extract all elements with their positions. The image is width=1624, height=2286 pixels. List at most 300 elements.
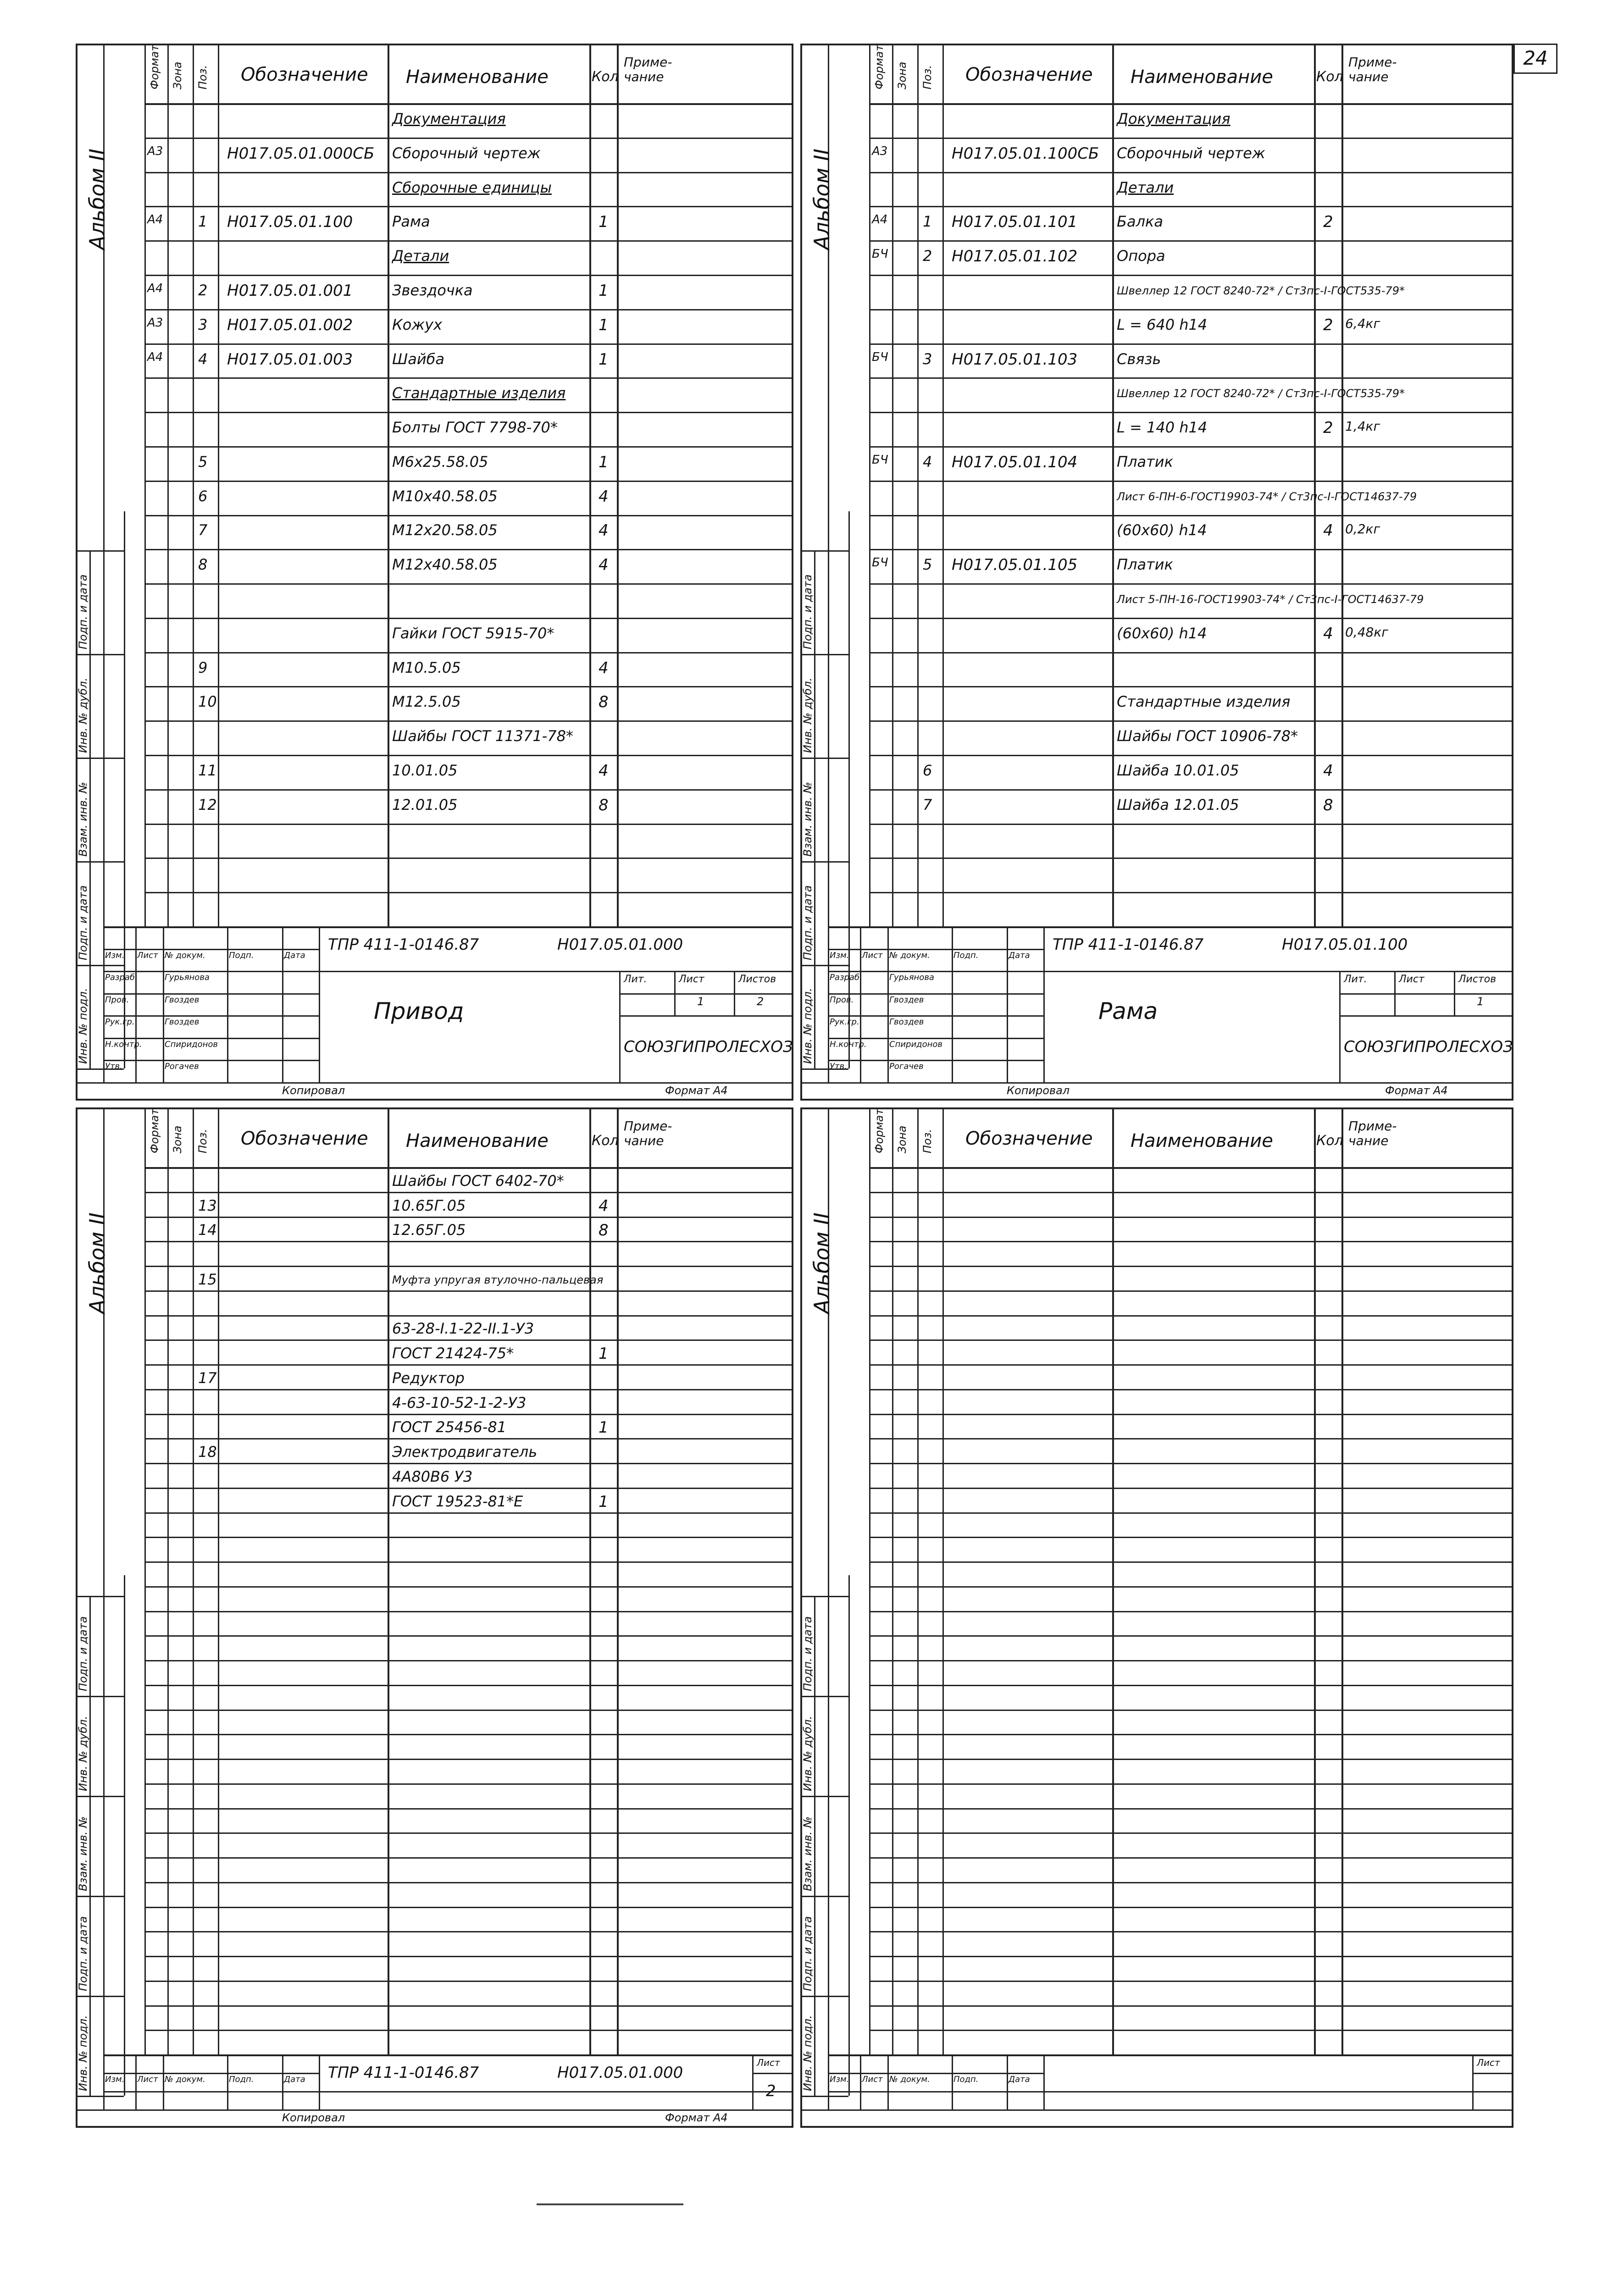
grid-line bbox=[144, 1981, 793, 1982]
row-designation: Н017.05.01.100СБ bbox=[952, 144, 1099, 163]
stamp-header-doc: № докум. bbox=[889, 951, 930, 960]
grid-line bbox=[869, 583, 1513, 585]
row-name: Гайки ГОСТ 5915-70* bbox=[392, 625, 554, 642]
row-name: Опора bbox=[1117, 247, 1165, 265]
grid-line bbox=[869, 1107, 870, 2054]
stamp-person-3: Спиридонов bbox=[165, 1040, 218, 1049]
grid-line bbox=[828, 926, 1513, 928]
side-label-2: Взам. инв. № bbox=[77, 782, 89, 857]
grid-line bbox=[144, 2005, 793, 2007]
stamp-title: Привод bbox=[374, 997, 464, 1024]
col-designation-header: Обозначение bbox=[965, 64, 1093, 85]
grid-line bbox=[869, 1832, 1513, 1834]
grid-line bbox=[674, 971, 676, 1015]
grid-line bbox=[144, 1290, 793, 1292]
col-note-header: Приме- чание bbox=[624, 55, 672, 84]
grid-line bbox=[144, 1364, 793, 1366]
grid-line bbox=[144, 1832, 793, 1834]
row-qty: 1 bbox=[599, 350, 609, 369]
row-name: Швеллер 12 ГОСТ 8240-72* / Ст3пс-I-ГОСТ535-79* bbox=[1117, 284, 1405, 297]
row-format: А3 bbox=[147, 144, 163, 158]
grid-line bbox=[869, 412, 1513, 413]
col-name-header: Наименование bbox=[1131, 66, 1273, 88]
grid-line bbox=[942, 1107, 944, 2054]
row-name: Связь bbox=[1117, 350, 1161, 368]
side-label-0: Подп. и дата bbox=[77, 574, 89, 649]
row-name: Шайбы ГОСТ 10906-78* bbox=[1117, 727, 1298, 745]
row-designation: Н017.05.01.102 bbox=[952, 247, 1078, 266]
grid-line bbox=[135, 926, 137, 1082]
row-position: 12 bbox=[198, 796, 217, 814]
grid-line bbox=[800, 654, 848, 655]
side-label-1: Инв. № дубл. bbox=[77, 677, 89, 753]
row-name: Шайбы ГОСТ 11371-78* bbox=[392, 727, 573, 745]
row-note: 0,48кг bbox=[1345, 625, 1388, 640]
stamp-person-2: Гвоздев bbox=[889, 1017, 924, 1027]
row-name: Звездочка bbox=[392, 282, 473, 299]
grid-line bbox=[869, 1266, 1513, 1267]
grid-line bbox=[1341, 1107, 1343, 2054]
grid-line bbox=[869, 1685, 1513, 1686]
stamp-role-prov: Пров. bbox=[830, 995, 854, 1005]
stamp-header-sign: Подп. bbox=[229, 2075, 254, 2084]
col-pos-header: Поз. bbox=[196, 65, 209, 89]
grid-line bbox=[800, 758, 848, 759]
grid-line bbox=[76, 1896, 124, 1897]
stamp-role-ruk: Рук.гр. bbox=[105, 1017, 135, 1027]
stamp-person-0: Гурьянова bbox=[165, 973, 210, 982]
grid-line bbox=[89, 1596, 91, 2096]
grid-line bbox=[144, 1438, 793, 1439]
stamp-role-prov: Пров. bbox=[105, 995, 129, 1005]
row-qty: 4 bbox=[599, 521, 609, 540]
row-name: Швеллер 12 ГОСТ 8240-72* / Ст3пс-I-ГОСТ535-79* bbox=[1117, 387, 1405, 400]
grid-line bbox=[800, 2109, 1513, 2111]
row-name: 12.01.05 bbox=[392, 796, 458, 814]
grid-line bbox=[388, 44, 389, 926]
grid-line bbox=[76, 861, 124, 863]
stamp-header-izm: Изм. bbox=[105, 2075, 125, 2084]
grid-line bbox=[144, 1266, 793, 1267]
row-name: Шайба 12.01.05 bbox=[1117, 796, 1239, 814]
row-position: 1 bbox=[923, 213, 932, 230]
row-format: А3 bbox=[147, 316, 163, 330]
grid-line bbox=[800, 1896, 848, 1897]
grid-line bbox=[103, 926, 105, 1082]
stamp-code: ТПР 411-1-0146.87 bbox=[328, 935, 479, 954]
row-name: М6х25.58.05 bbox=[392, 453, 488, 470]
side-label-3: Подп. и дата bbox=[801, 1916, 814, 1991]
row-position: 4 bbox=[198, 350, 208, 368]
grid-line bbox=[892, 44, 893, 926]
side-label-3: Подп. и дата bbox=[77, 885, 89, 960]
row-name: ГОСТ 19523-81*Е bbox=[392, 1493, 523, 1510]
row-designation: Н017.05.01.103 bbox=[952, 350, 1078, 369]
side-label-3: Подп. и дата bbox=[801, 885, 814, 960]
grid-line bbox=[1314, 44, 1316, 926]
row-name: Рама bbox=[392, 213, 430, 230]
grid-line bbox=[76, 654, 124, 655]
grid-line bbox=[144, 1463, 793, 1464]
row-qty: 1 bbox=[599, 1493, 609, 1511]
grid-line bbox=[869, 824, 1513, 825]
row-position: 2 bbox=[198, 282, 208, 299]
stamp-header-list: Лист bbox=[137, 951, 158, 960]
grid-line bbox=[800, 1696, 848, 1697]
grid-line bbox=[869, 1710, 1513, 1711]
format-label: Формат А4 bbox=[1385, 1084, 1448, 1097]
row-format: БЧ bbox=[872, 556, 888, 570]
grid-line bbox=[144, 343, 793, 345]
row-name: 12.65Г.05 bbox=[392, 1221, 466, 1239]
row-format: А4 bbox=[872, 213, 888, 227]
row-name: 63-28-I.1-22-II.1-У3 bbox=[392, 1320, 534, 1337]
col-note-header: Приме- чание bbox=[624, 1118, 672, 1148]
grid-line bbox=[869, 1808, 1513, 1810]
grid-line bbox=[869, 1611, 1513, 1612]
grid-line bbox=[144, 686, 793, 687]
row-name: Платик bbox=[1117, 453, 1173, 470]
grid-line bbox=[1112, 44, 1114, 926]
grid-line bbox=[135, 2054, 137, 2109]
row-name: 10.65Г.05 bbox=[392, 1197, 466, 1214]
grid-line bbox=[144, 1685, 793, 1686]
grid-line bbox=[869, 1660, 1513, 1661]
row-position: 3 bbox=[923, 350, 932, 368]
stamp-designation: Н017.05.01.000 bbox=[557, 2064, 683, 2082]
grid-line bbox=[163, 2054, 164, 2109]
grid-line bbox=[800, 2096, 848, 2097]
grid-line bbox=[869, 1635, 1513, 1637]
row-qty: 4 bbox=[599, 556, 609, 574]
grid-line bbox=[193, 1107, 194, 2054]
row-qty: 2 bbox=[1323, 419, 1333, 437]
grid-line bbox=[144, 1315, 793, 1317]
row-format: А3 bbox=[872, 144, 888, 158]
grid-line bbox=[860, 926, 861, 1082]
row-name: Лист 6-ПН-6-ГОСТ19903-74* / Ст3пс-I-ГОСТ14637-79 bbox=[1117, 490, 1417, 503]
grid-line bbox=[144, 892, 793, 893]
row-name: Муфта упругая втулочно-пальцевая bbox=[392, 1273, 604, 1286]
grid-line bbox=[227, 2054, 228, 2109]
grid-line bbox=[167, 1107, 169, 2054]
grid-line bbox=[144, 1217, 793, 1218]
grid-line bbox=[144, 1611, 793, 1612]
grid-line bbox=[144, 1107, 146, 2054]
grid-line bbox=[917, 44, 919, 926]
grid-line bbox=[144, 240, 793, 242]
row-qty: 4 bbox=[1323, 521, 1333, 540]
side-label-0: Подп. и дата bbox=[801, 574, 814, 649]
row-name: Стандартные изделия bbox=[392, 384, 566, 402]
stamp-role-ruk: Рук.гр. bbox=[830, 1017, 859, 1027]
grid-line bbox=[869, 1734, 1513, 1735]
stamp-role-razrab: Разраб. bbox=[105, 973, 138, 982]
grid-line bbox=[887, 926, 889, 1082]
grid-line bbox=[869, 1315, 1513, 1317]
row-position: 6 bbox=[198, 487, 208, 505]
grid-line bbox=[869, 275, 1513, 276]
grid-line bbox=[1454, 971, 1455, 1015]
grid-line bbox=[869, 1512, 1513, 1514]
grid-line bbox=[319, 971, 793, 972]
side-label-1: Инв. № дубл. bbox=[801, 1716, 814, 1791]
grid-line bbox=[144, 275, 793, 276]
stamp-lit: Лит. bbox=[624, 974, 647, 985]
row-format: А4 bbox=[147, 213, 163, 227]
stamp-list: Лист bbox=[1399, 974, 1424, 985]
row-qty: 1 bbox=[599, 453, 609, 471]
grid-line bbox=[76, 550, 124, 552]
row-position: 13 bbox=[198, 1197, 217, 1214]
side-label-2: Взам. инв. № bbox=[77, 1816, 89, 1891]
row-position: 2 bbox=[923, 247, 932, 265]
row-qty: 4 bbox=[599, 487, 609, 506]
col-qty-header: Кол bbox=[1316, 69, 1343, 85]
row-position: 14 bbox=[198, 1221, 217, 1239]
grid-line bbox=[144, 1512, 793, 1514]
grid-line bbox=[144, 1537, 793, 1538]
col-note-header: Приме- чание bbox=[1348, 55, 1397, 84]
grid-line bbox=[282, 2054, 283, 2109]
col-name-header: Наименование bbox=[1131, 1130, 1273, 1151]
row-name: Сборочные единицы bbox=[392, 179, 552, 196]
grid-line bbox=[144, 309, 793, 310]
album-label: Альбом II bbox=[809, 149, 834, 250]
row-name: М10х40.58.05 bbox=[392, 487, 498, 505]
row-name: 4-63-10-52-1-2-У3 bbox=[392, 1394, 527, 1411]
grid-line bbox=[124, 511, 125, 1068]
grid-line bbox=[952, 926, 953, 1082]
row-qty: 4 bbox=[599, 1197, 609, 1215]
stamp-header-date: Дата bbox=[284, 2075, 305, 2084]
grid-line bbox=[1043, 926, 1045, 1082]
stamp-person-1: Гвоздев bbox=[165, 995, 200, 1005]
row-designation: Н017.05.01.001 bbox=[227, 282, 353, 300]
row-note: 0,2кг bbox=[1345, 521, 1380, 537]
row-name: М12.5.05 bbox=[392, 693, 461, 710]
stamp-code: ТПР 411-1-0146.87 bbox=[1053, 935, 1204, 954]
stamp-list: Лист bbox=[1477, 2057, 1500, 2068]
row-qty: 1 bbox=[599, 282, 609, 300]
row-name: Редуктор bbox=[392, 1369, 465, 1387]
grid-line bbox=[800, 1996, 848, 1997]
grid-line bbox=[89, 550, 91, 1068]
stamp-lists-no: 1 bbox=[1477, 995, 1484, 1008]
stamp-org: СОЮЗГИПРОЛЕСХОЗ bbox=[624, 1037, 793, 1056]
row-position: 8 bbox=[198, 556, 208, 573]
grid-line bbox=[869, 1339, 1513, 1341]
stamp-header-izm: Изм. bbox=[105, 951, 125, 960]
grid-line bbox=[869, 1857, 1513, 1859]
grid-line bbox=[619, 971, 621, 1082]
row-name: Шайба 10.01.05 bbox=[1117, 762, 1239, 779]
grid-line bbox=[869, 103, 1513, 105]
row-qty: 4 bbox=[599, 762, 609, 780]
col-qty-header: Кол bbox=[592, 1133, 619, 1149]
grid-line bbox=[144, 549, 793, 550]
grid-line bbox=[800, 550, 848, 552]
row-qty: 1 bbox=[599, 316, 609, 334]
grid-line bbox=[218, 44, 219, 926]
col-qty-header: Кол bbox=[592, 69, 619, 85]
side-label-4: Инв. № подл. bbox=[77, 2015, 89, 2091]
grid-line bbox=[144, 1167, 793, 1169]
grid-line bbox=[619, 1015, 793, 1017]
col-designation-header: Обозначение bbox=[241, 64, 368, 85]
row-qty: 1 bbox=[599, 1345, 609, 1363]
album-label: Альбом II bbox=[85, 149, 110, 250]
grid-line bbox=[589, 44, 591, 926]
grid-line bbox=[869, 343, 1513, 345]
grid-line bbox=[619, 993, 793, 995]
col-zone-header: Зона bbox=[171, 61, 184, 89]
grid-line bbox=[144, 1561, 793, 1563]
grid-line bbox=[144, 1882, 793, 1883]
grid-line bbox=[828, 2054, 829, 2109]
grid-line bbox=[144, 720, 793, 722]
stamp-lit: Лит. bbox=[1344, 974, 1367, 985]
grid-line bbox=[144, 377, 793, 379]
row-position: 1 bbox=[198, 213, 208, 230]
row-name: Детали bbox=[392, 247, 449, 265]
row-designation: Н017.05.01.100 bbox=[227, 213, 353, 231]
row-name: L = 140 h14 bbox=[1117, 419, 1208, 436]
grid-line bbox=[1314, 1107, 1316, 2054]
grid-line bbox=[589, 1107, 591, 2054]
stamp-header-date: Дата bbox=[284, 951, 305, 960]
grid-line bbox=[144, 412, 793, 413]
grid-line bbox=[869, 2005, 1513, 2007]
grid-line bbox=[144, 618, 793, 619]
grid-line bbox=[1007, 926, 1008, 1082]
grid-line bbox=[869, 1586, 1513, 1588]
stamp-org: СОЮЗГИПРОЛЕСХОЗ bbox=[1344, 1037, 1513, 1056]
row-position: 15 bbox=[198, 1271, 217, 1288]
album-label: Альбом II bbox=[809, 1212, 834, 1314]
grid-line bbox=[124, 1575, 125, 2096]
sheet-frame-sheet4 bbox=[800, 1107, 1513, 2128]
row-qty: 1 bbox=[599, 213, 609, 231]
grid-line bbox=[869, 1956, 1513, 1957]
row-name: Кожух bbox=[392, 316, 442, 333]
grid-line bbox=[1043, 2091, 1513, 2092]
grid-line bbox=[1341, 44, 1343, 926]
side-label-4: Инв. № подл. bbox=[77, 988, 89, 1064]
col-format-header: Формат bbox=[148, 1108, 161, 1153]
grid-line bbox=[227, 926, 228, 1082]
grid-line bbox=[1043, 2054, 1045, 2109]
grid-line bbox=[319, 2054, 320, 2109]
row-name: L = 640 h14 bbox=[1117, 316, 1208, 333]
row-position: 5 bbox=[923, 556, 932, 573]
grid-line bbox=[144, 1710, 793, 1711]
grid-line bbox=[828, 926, 829, 1082]
row-designation: Н017.05.01.000СБ bbox=[227, 144, 375, 163]
grid-line bbox=[752, 2054, 754, 2109]
stamp-list: Лист bbox=[679, 974, 704, 985]
stamp-person-4: Рогачев bbox=[165, 1062, 199, 1071]
grid-line bbox=[800, 965, 848, 966]
stamp-header-doc: № докум. bbox=[889, 2075, 930, 2084]
grid-line bbox=[144, 1389, 793, 1390]
grid-line bbox=[869, 1488, 1513, 1489]
grid-line bbox=[76, 1796, 124, 1797]
grid-line bbox=[163, 926, 164, 1082]
row-name: М12х40.58.05 bbox=[392, 556, 498, 573]
col-pos-header: Поз. bbox=[196, 1129, 209, 1153]
row-name: ГОСТ 25456-81 bbox=[392, 1418, 507, 1436]
grid-line bbox=[869, 686, 1513, 687]
grid-line bbox=[1472, 2073, 1513, 2074]
col-zone-header: Зона bbox=[896, 61, 909, 89]
col-designation-header: Обозначение bbox=[241, 1128, 368, 1149]
col-pos-header: Поз. bbox=[921, 65, 934, 89]
row-name: (60х60) h14 bbox=[1117, 625, 1207, 642]
row-qty: 8 bbox=[599, 796, 609, 814]
grid-line bbox=[144, 1586, 793, 1588]
grid-line bbox=[860, 2054, 861, 2109]
grid-line bbox=[814, 1596, 815, 2096]
row-name: Сборочный чертеж bbox=[1117, 144, 1265, 162]
page-number: 24 bbox=[1513, 44, 1557, 74]
row-position: 7 bbox=[198, 521, 208, 539]
grid-line bbox=[869, 206, 1513, 207]
row-name: Балка bbox=[1117, 213, 1163, 230]
grid-line bbox=[1339, 993, 1513, 995]
stamp-person-3: Спиридонов bbox=[889, 1040, 943, 1049]
grid-line bbox=[869, 240, 1513, 242]
grid-line bbox=[76, 965, 124, 966]
grid-line bbox=[144, 1759, 793, 1760]
row-name: Шайбы ГОСТ 6402-70* bbox=[392, 1172, 564, 1190]
row-name: (60х60) h14 bbox=[1117, 521, 1207, 539]
grid-line bbox=[892, 1107, 893, 2054]
stamp-lists: Листов bbox=[738, 974, 776, 985]
stamp-title: Рама bbox=[1098, 997, 1158, 1024]
row-name: 10.01.05 bbox=[392, 762, 458, 779]
side-label-2: Взам. инв. № bbox=[801, 782, 814, 857]
grid-line bbox=[952, 2054, 953, 2109]
stamp-header-sign: Подп. bbox=[229, 951, 254, 960]
grid-line bbox=[734, 971, 735, 1015]
stamp-lists-no: 2 bbox=[757, 995, 764, 1008]
col-format-header: Формат bbox=[873, 44, 886, 89]
grid-line bbox=[1339, 971, 1341, 1082]
row-position: 17 bbox=[198, 1369, 217, 1387]
grid-line bbox=[869, 377, 1513, 379]
grid-line bbox=[869, 1981, 1513, 1982]
grid-line bbox=[144, 1907, 793, 1908]
grid-line bbox=[144, 1192, 793, 1193]
footer-dash bbox=[537, 2203, 683, 2205]
stamp-person-2: Гвоздев bbox=[165, 1017, 200, 1027]
grid-line bbox=[869, 618, 1513, 619]
grid-line bbox=[869, 1537, 1513, 1538]
grid-line bbox=[144, 1956, 793, 1957]
grid-line bbox=[144, 1414, 793, 1415]
grid-line bbox=[76, 1696, 124, 1697]
row-qty: 4 bbox=[1323, 625, 1333, 643]
grid-line bbox=[869, 789, 1513, 791]
col-format-header: Формат bbox=[873, 1108, 886, 1153]
grid-line bbox=[144, 1660, 793, 1661]
grid-line bbox=[752, 2073, 793, 2074]
grid-line bbox=[144, 103, 793, 105]
row-format: А4 bbox=[147, 282, 163, 295]
grid-line bbox=[1112, 1107, 1114, 2054]
stamp-lists: Листов bbox=[1458, 974, 1497, 985]
